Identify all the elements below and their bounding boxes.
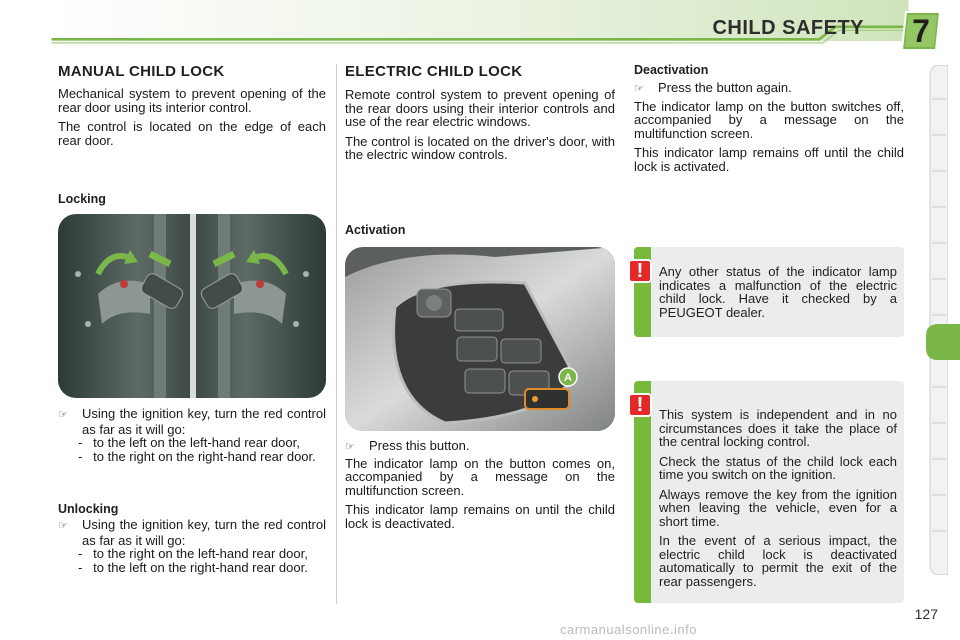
paragraph: This indicator lamp remains on until the child lock is deactivated.: [345, 502, 615, 531]
paragraph: Mechanical system to prevent opening of the rear door using its interior control.: [58, 86, 326, 115]
locking-title: Locking: [58, 192, 106, 206]
warning-icon: !: [628, 393, 652, 417]
pointing-hand-icon: ☞: [345, 441, 355, 453]
unlocking-title: Unlocking: [58, 502, 119, 516]
list-item-text: Press this button.: [369, 438, 470, 453]
warning-text-group: [659, 408, 897, 594]
pointing-hand-icon: ☞: [58, 409, 68, 421]
list-item: [345, 439, 615, 455]
list-item-text: to the right on the left-hand rear door,: [93, 546, 308, 561]
warning-box: [634, 247, 904, 337]
door-edge-image: [58, 214, 326, 398]
unlocking-steps: [58, 518, 326, 574]
paragraph: Remote control system to prevent opening of the rear doors using their interior controls and use of the rear electric windows.: [345, 87, 615, 129]
paragraph: This indicator lamp remains off until the child lock is activated.: [634, 145, 904, 174]
electric-lock-intro: [345, 88, 615, 168]
chapter-tab-strip: [926, 65, 948, 575]
electric-lock-illustration: [345, 247, 615, 431]
list-item: - to the left on the left-hand rear door,: [78, 435, 300, 450]
page-title: CHILD SAFETY: [712, 17, 864, 39]
paragraph: Always remove the key from the ignition when leaving the vehicle, even for a short time.: [659, 486, 897, 529]
page-number: 127: [914, 606, 938, 622]
list-item-text: to the right on the right-hand rear door.: [93, 448, 316, 464]
window-switch-panel-image: [345, 247, 615, 431]
manual-lock-intro: [58, 87, 326, 153]
list-item-text: Using the ignition key, turn the red control as far as it will go:: [82, 517, 326, 548]
warning-text: Any other status of the indicator lamp indicates a malfunction of the electric child lock. Have it checked by a PEUGEOT dealer.: [659, 264, 897, 320]
paragraph: The indicator lamp on the button comes on, accompanied by a message on the multifunction screen.: [345, 455, 615, 498]
warning-icon: !: [628, 259, 652, 283]
deactivation-title: Deactivation: [634, 63, 709, 77]
locking-steps: [58, 407, 326, 463]
paragraph: This system is independent and in no circumstances does it take the place of the central locking control.: [659, 407, 897, 449]
list-item-text: to the left on the right-hand rear door.: [93, 559, 308, 575]
list-item: [58, 518, 326, 547]
list-item: [58, 407, 326, 436]
pointing-hand-icon: ☞: [634, 83, 644, 95]
deactivation-steps: [634, 81, 904, 179]
activation-title: Activation: [345, 223, 406, 237]
callout-label: A: [564, 372, 572, 384]
paragraph: The indicator lamp on the button switches off, accompanied by a message on the multifunction screen.: [634, 98, 904, 141]
manual-lock-illustration: [58, 214, 326, 398]
list-item: - to the left on the right-hand rear door.: [78, 559, 308, 575]
pointing-hand-icon: ☞: [58, 520, 68, 532]
list-item-text: Press the button again.: [658, 80, 792, 95]
list-item-text: to the left on the left-hand rear door,: [93, 435, 300, 450]
electric-lock-title: ELECTRIC CHILD LOCK: [345, 63, 523, 80]
paragraph: Check the status of the child lock each time you switch on the ignition.: [659, 453, 897, 482]
paragraph: In the event of a serious impact, the electric child lock is deactivated automatically to permit the exit of the rear passengers.: [659, 533, 897, 589]
list-item: - to the right on the left-hand rear door,: [78, 546, 308, 561]
list-item-text: Using the ignition key, turn the red control as far as it will go:: [82, 406, 326, 437]
activation-steps: [345, 439, 615, 536]
watermark: carmanualsonline.info: [560, 622, 697, 637]
list-item: [634, 81, 904, 97]
list-item: - to the right on the right-hand rear door.: [78, 448, 316, 464]
active-chapter-tab[interactable]: [924, 322, 960, 362]
column-divider: [336, 64, 337, 604]
manual-lock-title: MANUAL CHILD LOCK: [58, 63, 225, 80]
paragraph: The control is located on the driver's door, with the electric window controls.: [345, 133, 615, 162]
chapter-number: 7: [912, 13, 930, 49]
paragraph: The control is located on the edge of each rear door.: [58, 119, 326, 148]
warning-box: [634, 381, 904, 603]
